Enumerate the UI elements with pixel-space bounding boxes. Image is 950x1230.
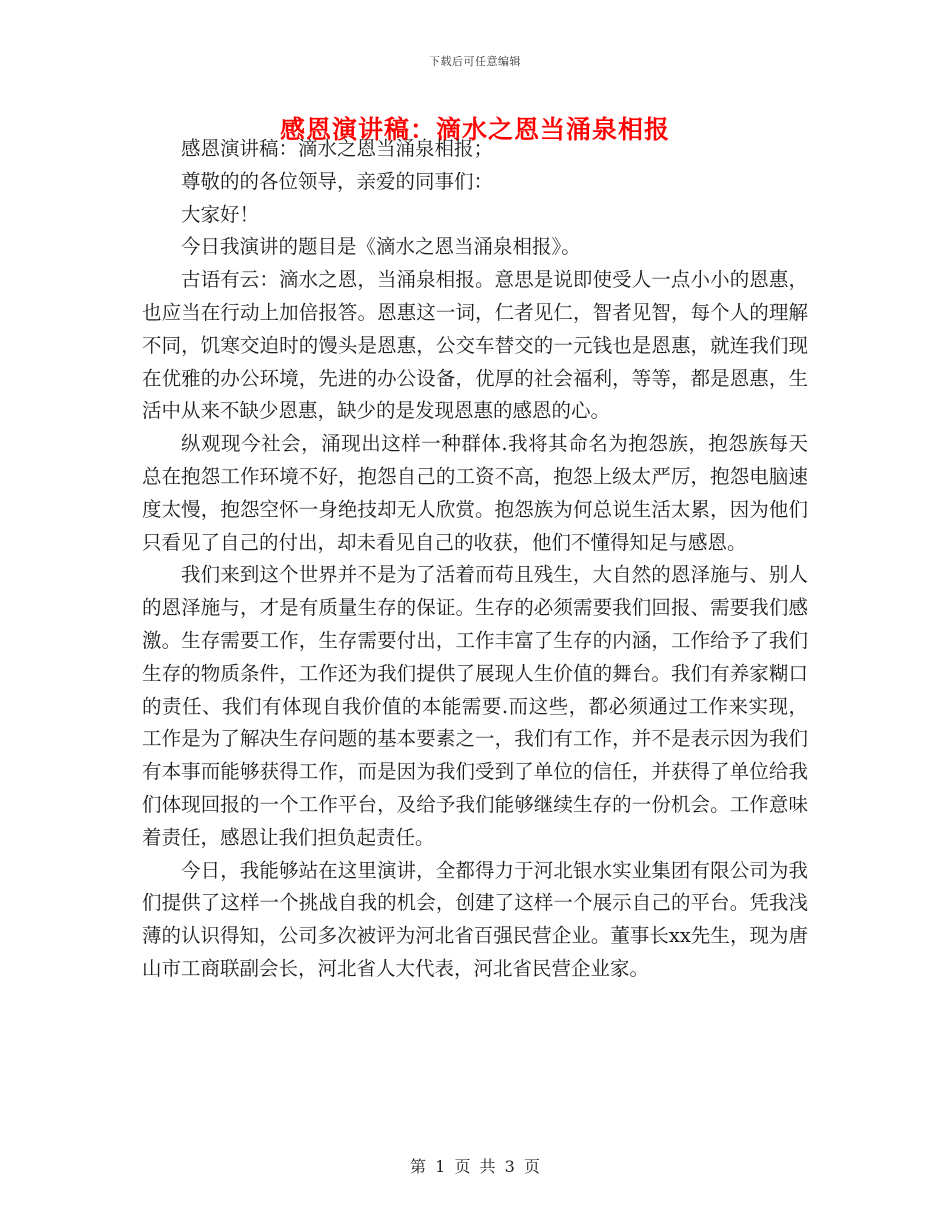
- footer-label-of-page: 页: [454, 1157, 471, 1176]
- paragraph-greeting: 大家好！: [181, 202, 260, 226]
- document-title: 感恩演讲稿：滴水之恩当涌泉相报: [279, 115, 670, 144]
- footer-total-pages: 3: [504, 1157, 515, 1176]
- paragraph-work-meaning: 我们来到这个世界并不是为了活着而苟且残生，大自然的恩泽施与、别人的恩泽施与，才是有质量生存的保证。生存的必须需要我们回报、需要我们感激。生存需要工作，生存需要付出，工作丰富了生存的内涵，工作给予了我们生存的物质条件，工作还为我们提供了展现人生价值的舞台。我们有养家糊口的责任、我们有体现自我价值的本能需要.而这些，都必须通过工作来实现，工作是为了解决生存问题的基本要素之一，我们有工作，并不是表示因为我们有本事而能够获得工作，而是因为我们受到了单位的信任，并获得了单位给我们体现回报的一个工作平台，及给予我们能够继续生存的一份机会。工作意味着责任，感恩让我们担负起责任。: [142, 563, 808, 849]
- paragraph-subtitle: 感恩演讲稿：滴水之恩当涌泉相报；: [181, 137, 494, 160]
- page-header-note: 下载后可任意编辑: [429, 55, 521, 68]
- document-body: [142, 133, 808, 986]
- page-footer: [0, 1154, 950, 1177]
- footer-label-total: 共: [479, 1157, 496, 1176]
- paragraph-proverb: 古语有云：滴水之恩，当涌泉相报。意思是说即使受人一点小小的恩惠，也应当在行动上加倍报答。恩惠这一词，仁者见仁，智者见智，每个人的理解不同，饥寒交迫时的馒头是恩惠，公交车替交的一元钱也是恩惠，就连我们现在优雅的办公环境，先进的办公设备，优厚的社会福利，等等，都是恩惠，生活中从来不缺少恩惠，缺少的是发现恩惠的感恩的心。: [142, 268, 808, 423]
- paragraph-company: 今日，我能够站在这里演讲，全都得力于河北银水实业集团有限公司为我们提供了这样一个挑战自我的机会，创建了这样一个展示自己的平台。凭我浅薄的认识得知，公司多次被评为河北省百强民营企业。董事长xx先生，现为唐山市工商联副会长，河北省人大代表，河北省民营企业家。: [142, 858, 808, 980]
- footer-label-pages: 页: [523, 1157, 540, 1176]
- paragraph-complainers: 纵观现今社会，涌现出这样一种群体.我将其命名为抱怨族，抱怨族每天总在抱怨工作环境不好，抱怨自己的工资不高，抱怨上级太严厉，抱怨电脑速度太慢，抱怨空怀一身绝技却无人欣赏。抱怨族为何总说生活太累，因为他们只看见了自己的付出，却未看见自己的收获，他们不懂得知足与感恩。: [142, 432, 808, 554]
- paragraph-topic: 今日我演讲的题目是《滴水之恩当涌泉相报》。: [181, 235, 581, 259]
- paragraph-salutation: 尊敬的的各位领导，亲爱的同事们：: [181, 169, 494, 193]
- footer-label-page: 第: [410, 1157, 427, 1176]
- footer-page-number: 1: [435, 1157, 446, 1176]
